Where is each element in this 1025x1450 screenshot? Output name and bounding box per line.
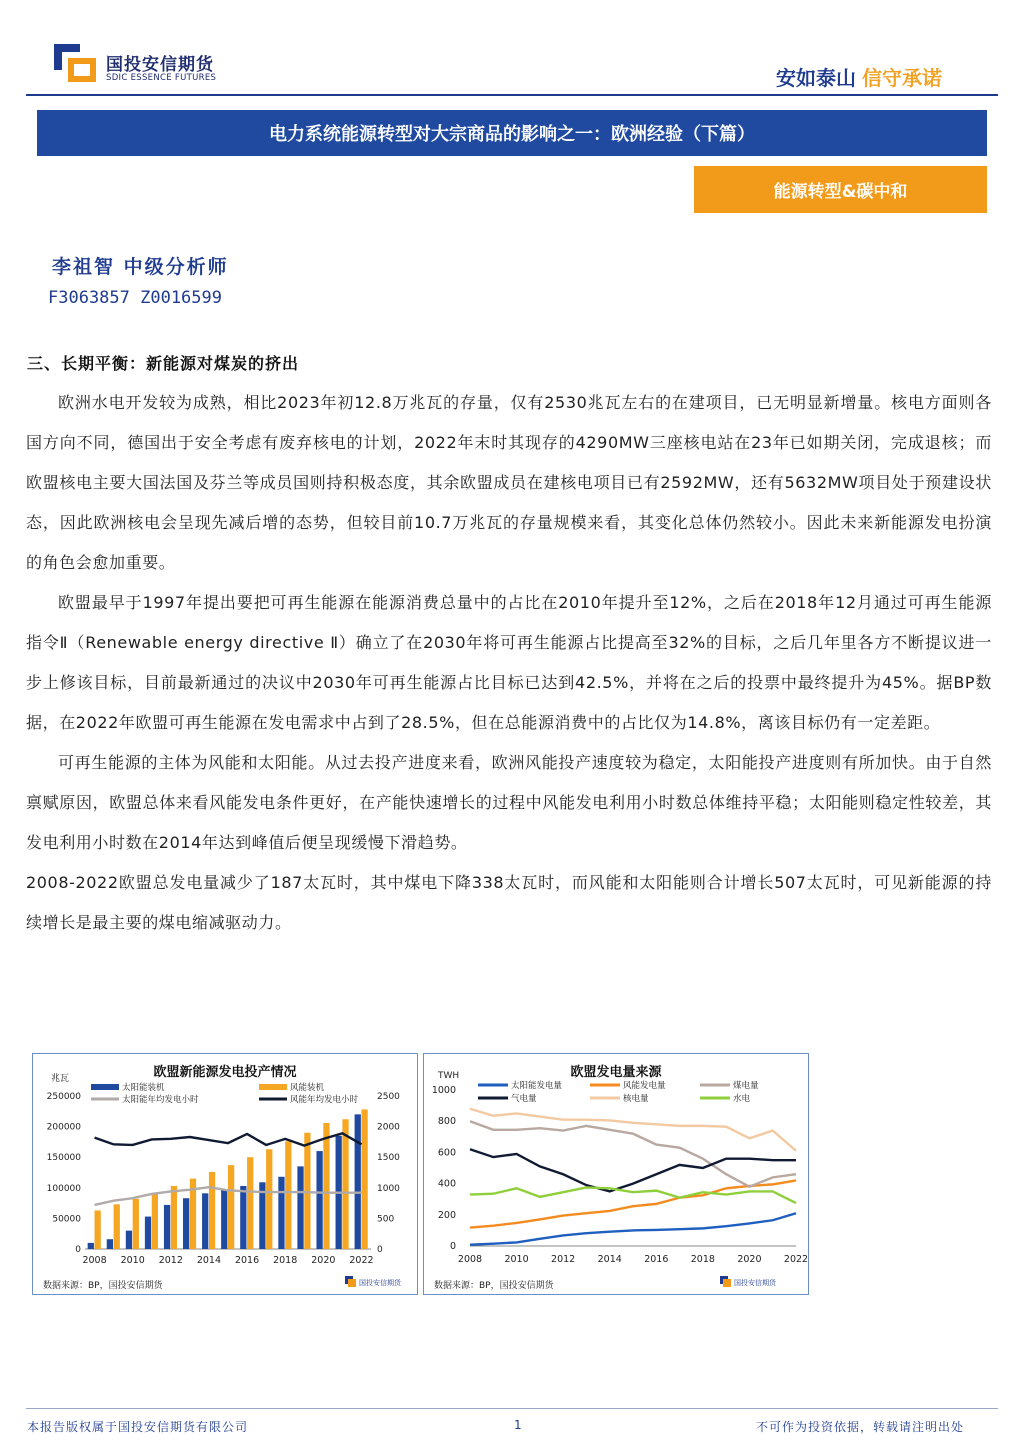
chart2-legend-label: 风能发电量 <box>623 1081 666 1091</box>
chart1-y-right-tick: 0 <box>377 1245 383 1255</box>
chart1-bar <box>247 1157 253 1249</box>
chart1-bars <box>88 1109 368 1249</box>
chart2-y-tick: 600 <box>437 1147 456 1159</box>
chart1-bar <box>316 1151 322 1249</box>
footer-divider <box>26 1408 998 1409</box>
chart1-x-tick: 2018 <box>273 1255 298 1266</box>
chart1-y-right-tick: 1000 <box>377 1183 400 1194</box>
chart2-line <box>470 1180 796 1227</box>
body-text <box>26 383 992 943</box>
chart2-legend-label: 水电 <box>733 1094 751 1104</box>
chart1-bar <box>304 1133 310 1249</box>
chart1-line <box>95 1133 362 1145</box>
chart1-y-right-tick: 500 <box>377 1214 395 1225</box>
chart2-x-tick: 2012 <box>551 1254 576 1265</box>
category-badge: 能源转型&碳中和 <box>694 166 987 213</box>
chart2-unit: TWH <box>438 1071 460 1081</box>
slogan-part1: 安如泰山 <box>776 66 856 90</box>
chart2-x-tick: 2016 <box>644 1254 669 1265</box>
chart2-legend-label: 核电量 <box>623 1094 649 1104</box>
page-number: 1 <box>514 1418 522 1432</box>
chart1-bar <box>114 1204 120 1249</box>
chart1-legend-label: 太阳能年均发电小时 <box>122 1095 199 1105</box>
chart1-bar <box>164 1205 170 1249</box>
chart1-bar <box>126 1231 132 1249</box>
chart1-legend-label: 风能年均发电小时 <box>290 1095 359 1105</box>
chart1-y-left-tick: 100000 <box>46 1183 81 1194</box>
chart1-bar <box>152 1193 158 1249</box>
chart1-legend-swatch <box>259 1084 287 1090</box>
chart1-legend <box>91 1082 359 1105</box>
chart1-y-left-tick: 250000 <box>46 1092 81 1102</box>
chart2-y-tick: 400 <box>437 1178 456 1190</box>
section-heading: 三、长期平衡：新能源对煤炭的挤出 <box>27 354 300 373</box>
chart2-legend-label: 煤电量 <box>733 1081 759 1091</box>
logo-cn-text: 国投安信期货 <box>106 55 214 75</box>
chart-new-energy-capacity <box>32 1053 418 1295</box>
chart1-logo-icon <box>345 1276 402 1287</box>
chart2-y-tick: 1000 <box>431 1085 456 1096</box>
chart1-bar <box>266 1149 272 1249</box>
chart1-bar <box>145 1217 151 1249</box>
author-name: 李祖智 中级分析师 <box>52 256 229 278</box>
chart2-line <box>470 1213 796 1245</box>
chart1-y-right-tick: 1500 <box>377 1153 400 1164</box>
chart2-lines <box>470 1109 796 1245</box>
logo-en-text: SDIC ESSENCE FUTURES <box>106 73 217 83</box>
chart1-y-right-tick: 2500 <box>377 1092 400 1102</box>
chart1-legend-swatch <box>91 1084 119 1090</box>
chart2-svg <box>424 1054 808 1294</box>
paragraph: 欧盟最早于1997年提出要把可再生能源在能源消费总量中的占比在2010年提升至12%，之后在2018年12月通过可再生能源指令Ⅱ（Renewable energy directive Ⅱ）确立了在2030年将可再生能源占比提高至32%的目标，之后几年里各方不断提议进一步上修该目标，目前最新通过的决议中2030年可再生能源占比目标已达到42.5%，并将在之后的投票中最终提升为45%。据BP数据，在2022年欧盟可再生能源在发电需求中占到了28.5%，但在总能源消费中的占比仅为14.8%，离该目标仍有一定差距。 <box>26 593 992 732</box>
chart1-title: 欧盟新能源发电投产情况 <box>153 1065 297 1080</box>
svg-text:国投安信期货: 国投安信期货 <box>734 1279 776 1287</box>
chart1-y-right-tick: 2000 <box>377 1122 400 1133</box>
chart1-bar <box>228 1165 234 1249</box>
chart1-bar <box>88 1243 94 1249</box>
chart1-x-tick: 2016 <box>234 1255 260 1266</box>
chart1-bar <box>240 1186 246 1249</box>
chart1-bar <box>133 1199 139 1249</box>
chart1-source: 数据来源：BP，国投安信期货 <box>43 1281 163 1291</box>
paragraph: 欧洲水电开发较为成熟，相比2023年初12.8万兆瓦的存量，仅有2530兆瓦左右的在建项目，已无明显新增量。核电方面则各国方向不同，德国出于安全考虑有废弃核电的计划，2022年末时其现存的4290MW三座核电站在23年已如期关闭，完成退核；而欧盟核电主要大国法国及芬兰等成员国则持积极态度，其余欧盟成员在建核电项目已有2592MW，还有5632MW项目处于预建设状态，因此欧洲核电会呈现先减后增的态势，但较目前10.7万兆瓦的存量规模来看，其变化总体仍然较小。因此未来新能源发电扮演的角色会愈加重要。 <box>26 393 992 572</box>
chart2-title: 欧盟发电量来源 <box>570 1065 662 1080</box>
chart2-x-tick: 2020 <box>737 1254 762 1265</box>
chart1-x-tick: 2014 <box>196 1255 222 1266</box>
chart1-y-left-tick: 200000 <box>46 1122 81 1133</box>
chart1-bar <box>95 1210 101 1249</box>
report-title: 电力系统能源转型对大宗商品的影响之一：欧洲经验（下篇） <box>37 110 987 156</box>
chart2-axes <box>432 1085 808 1265</box>
chart1-x-tick: 2022 <box>349 1255 374 1266</box>
chart2-x-tick: 2014 <box>597 1254 622 1265</box>
chart1-bar <box>342 1119 348 1249</box>
chart2-y-tick: 200 <box>437 1209 456 1221</box>
chart1-bar <box>323 1123 329 1249</box>
chart2-x-tick: 2018 <box>690 1254 715 1265</box>
chart1-x-tick: 2020 <box>311 1255 336 1266</box>
paragraph: 2008-2022欧盟总发电量减少了187太瓦时，其中煤电下降338太瓦时，而风能和太阳能则合计增长507太瓦时，可见新能源的持续增长是最主要的煤电缩减驱动力。 <box>26 873 992 932</box>
chart1-bar <box>285 1141 291 1249</box>
chart2-y-tick: 800 <box>437 1116 456 1128</box>
paragraph: 可再生能源的主体为风能和太阳能。从过去投产进度来看，欧洲风能投产速度较为稳定，太阳能投产进度则有所加快。由于自然禀赋原因，欧盟总体来看风能发电条件更好，在产能快速增长的过程中风能发电利用小时数总体维持平稳；太阳能则稳定性较差，其发电利用小时数在2014年达到峰值后便呈现缓慢下滑趋势。 <box>26 753 992 852</box>
footer-copyright: 本报告版权属于国投安信期货有限公司 <box>27 1420 249 1434</box>
chart1-y-left-tick: 0 <box>75 1245 81 1255</box>
chart2-x-tick: 2008 <box>457 1254 483 1265</box>
chart1-bar <box>278 1177 284 1249</box>
chart1-left-unit: 兆瓦 <box>51 1074 70 1084</box>
author-codes: F3063857 Z0016599 <box>48 288 222 308</box>
chart2-x-tick: 2022 <box>783 1254 808 1265</box>
chart1-x-tick: 2008 <box>82 1255 107 1266</box>
chart1-legend-label: 风能装机 <box>290 1083 325 1093</box>
chart1-bar <box>361 1109 367 1249</box>
chart2-source: 数据来源：BP，国投安信期货 <box>434 1281 554 1291</box>
chart1-svg <box>33 1054 417 1294</box>
chart2-x-tick: 2010 <box>504 1254 529 1265</box>
chart1-bar <box>202 1193 208 1249</box>
chart1-x-tick: 2012 <box>158 1255 183 1266</box>
chart1-bar <box>355 1114 361 1249</box>
header-slogan <box>776 62 942 91</box>
chart2-y-tick: 0 <box>449 1241 456 1252</box>
chart1-bar <box>171 1186 177 1249</box>
chart1-y-left-tick: 150000 <box>46 1153 81 1164</box>
chart1-bar <box>297 1166 303 1249</box>
chart-eu-generation-sources <box>423 1053 809 1295</box>
chart1-bar <box>183 1198 189 1249</box>
svg-text:国投安信期货: 国投安信期货 <box>359 1279 401 1287</box>
chart2-line <box>470 1188 796 1204</box>
slogan-part2: 信守承诺 <box>862 66 942 90</box>
chart1-bar <box>209 1172 215 1249</box>
chart2-legend <box>478 1080 759 1104</box>
chart1-y-left-tick: 50000 <box>52 1214 81 1225</box>
chart1-bar <box>221 1190 227 1249</box>
chart1-legend-label: 太阳能装机 <box>122 1083 165 1093</box>
chart1-bar <box>107 1239 113 1249</box>
header-divider <box>26 94 998 96</box>
footer-disclaimer: 不可作为投资依据，转载请注明出处 <box>756 1420 965 1434</box>
chart1-x-tick: 2010 <box>120 1255 145 1266</box>
chart2-legend-label: 太阳能发电量 <box>511 1081 563 1091</box>
chart2-logo-icon <box>720 1276 777 1287</box>
company-logo-icon <box>54 44 98 84</box>
chart2-legend-label: 气电量 <box>511 1094 537 1104</box>
